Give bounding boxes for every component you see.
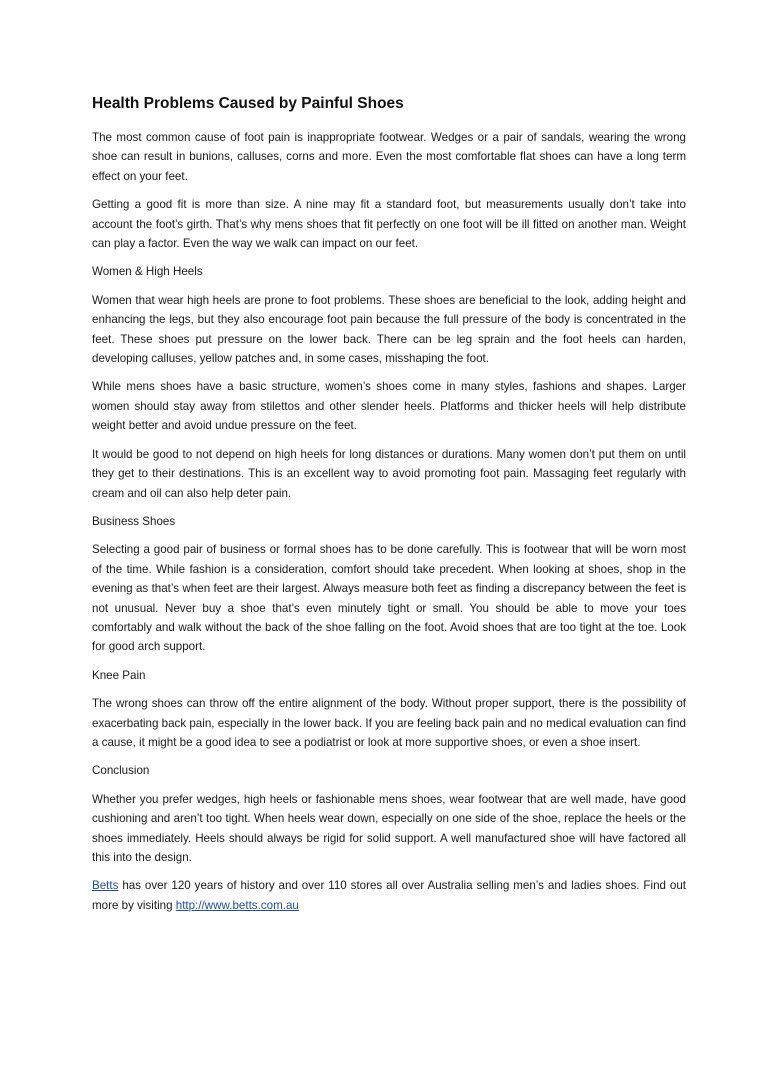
document-page <box>92 94 686 924</box>
knee-paragraph-1: The wrong shoes can throw off the entire alignment of the body. Without proper support, there is the possibility of exacerbating back pain, especially in the lower back. If you are feeling back pain and no medical evaluation can find a cause, it might be a good idea to see a podiatrist or look at more supportive shoes, or even a shoe insert. <box>92 697 686 749</box>
conclusion-paragraph-1: Whether you prefer wedges, high heels or fashionable mens shoes, wear footwear that are well made, have good cushioning and aren’t too tight. When heels wear down, especially on one side of the shoe, replace the heels or the shoes immediately. Heels should always be rigid for solid support. A well manufactured shoe will have factored all this into the design. <box>92 792 686 864</box>
intro-paragraph-1: The most common cause of foot pain is inappropriate footwear. Wedges or a pair of sandals, wearing the wrong shoe can result in bunions, calluses, corns and more. Even the most comfortable flat shoes can have a long term effect on your feet. <box>92 131 686 183</box>
section-heading-business-shoes: Business Shoes <box>92 514 176 528</box>
women-paragraph-3: It would be good to not depend on high heels for long distances or durations. Many women don’t put them on until they get to their destinations. This is an excellent way to avoid promoting foot pain. Massaging feet regularly with cream and oil can also help deter pain. <box>92 447 686 500</box>
page-title: Health Problems Caused by Painful Shoes <box>92 95 404 112</box>
section-heading-knee-pain: Knee Pain <box>92 668 146 682</box>
betts-website-link[interactable]: http://www.betts.com.au <box>175 898 299 912</box>
women-paragraph-1: Women that wear high heels are prone to foot problems. These shoes are beneficial to the look, adding height and enhancing the legs, but they also encourage foot pain because the full pressure of the body is concentrated in the feet. These shoes put pressure on the lower back. There can be leg sprain and the foot heels can harden, developing calluses, yellow patches and, in some cases, misshaping the foot. <box>92 293 686 366</box>
section-heading-women-high-heels: Women & High Heels <box>92 265 203 279</box>
footer-paragraph <box>92 876 686 915</box>
women-paragraph-2: While mens shoes have a basic structure, women’s shoes come in many styles, fashions and shapes. Larger women should stay away from stilettos and other slender heels. Platforms and thicker heels will help distribute weight better and avoid undue pressure on the feet. <box>92 380 686 433</box>
section-heading-conclusion: Conclusion <box>92 764 150 778</box>
footer-text: has over 120 years of history and over 110 stores all over Australia selling men’s and ladies shoes. Find out more by visiting <box>92 879 686 912</box>
business-paragraph-1: Selecting a good pair of business or formal shoes has to be done carefully. This is footwear that will be worn most of the time. While fashion is a consideration, comfort should take precedent. When looking at shoes, shop in the evening as that’s when feet are their largest. Always measure both feet as finding a discrepancy between the feet is not unusual. Never buy a shoe that’s even minutely tight or small. You should be able to move your toes comfortably and walk without the back of the shoe falling on the foot. Avoid shoes that are too tight at the toe. Look for good arch support. <box>92 543 686 654</box>
intro-paragraph-2: Getting a good fit is more than size. A nine may fit a standard foot, but measurements usually don’t take into account the foot’s girth. That’s why mens shoes that fit perfectly on one foot will be ill fitted on another man. Weight can play a factor. Even the way we walk can impact on our feet. <box>92 198 686 251</box>
betts-brand-link[interactable]: Betts <box>92 879 119 893</box>
